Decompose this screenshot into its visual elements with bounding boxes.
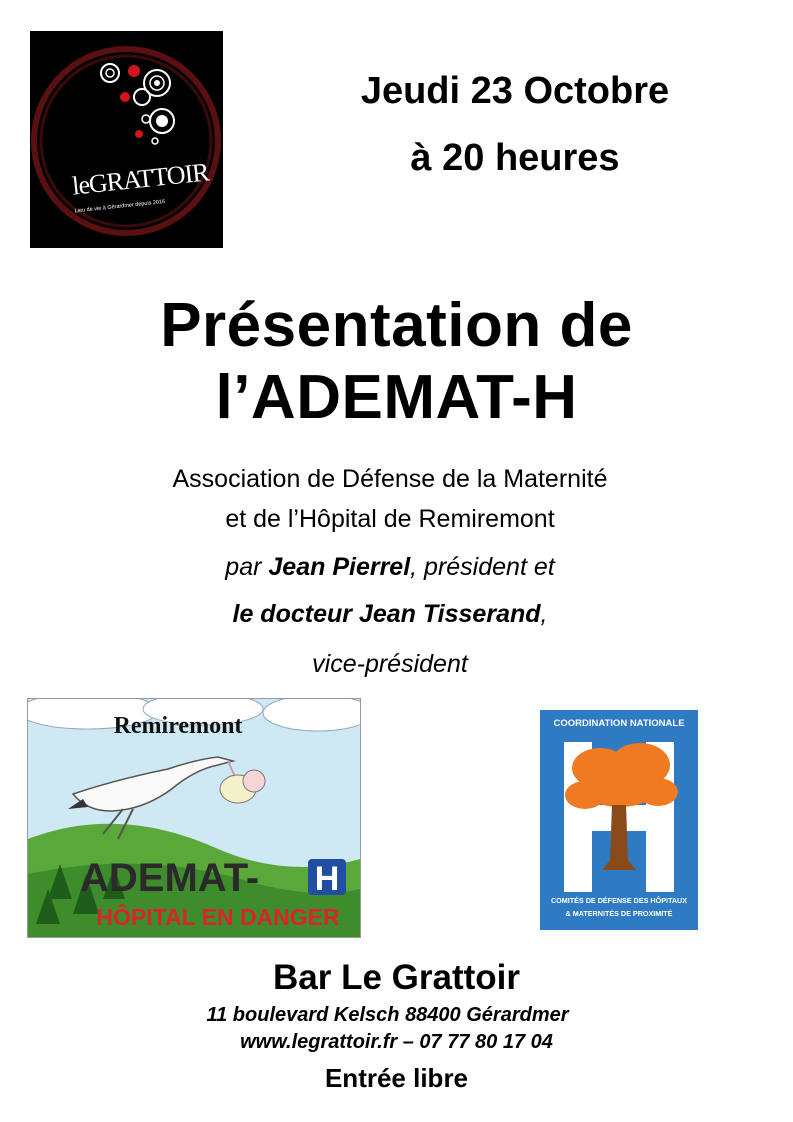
- title-line-2: l’ADEMAT-H: [215, 363, 578, 432]
- coord-bottom-text-1: COMITÉS DE DÉFENSE DES HÔPITAUX: [550, 896, 688, 905]
- coordination-nationale-logo-image: [540, 710, 698, 930]
- speaker-role-2: vice-président: [312, 650, 468, 678]
- speaker-role-1: , président et: [410, 553, 555, 581]
- ademat-name-box-text: H: [314, 860, 340, 898]
- grattoir-logo: [30, 31, 223, 248]
- coord-top-text: COORDINATION NATIONALE: [553, 718, 685, 729]
- ademat-name-text: ADEMAT-: [80, 856, 260, 900]
- association-name-line-1: Association de Défense de la Maternité: [172, 465, 608, 493]
- speaker-comma: ,: [540, 600, 548, 628]
- event-date: Jeudi 23 Octobre: [360, 70, 670, 112]
- ademat-slogan-text: HÔPITAL EN DANGER: [96, 904, 340, 930]
- speaker-name-1: Jean Pierrel: [268, 553, 411, 581]
- venue-name: Bar Le Grattoir: [273, 958, 520, 997]
- venue-address: 11 boulevard Kelsch 88400 Gérardmer: [206, 1004, 569, 1026]
- association-name-line-2: et de l’Hôpital de Remiremont: [225, 505, 555, 533]
- event-time: à 20 heures: [410, 137, 620, 179]
- coord-bottom-text-2: & MATERNITÉS DE PROXIMITÉ: [565, 909, 673, 918]
- ademat-h-logo-image: [27, 698, 361, 938]
- logo-brand-text: leGRATTOIR: [70, 157, 210, 201]
- ademat-town-text: Remiremont: [113, 713, 243, 739]
- speaker-prefix: par: [225, 553, 269, 581]
- logo-tagline: Lieu de vie à Gérardmer depuis 2016: [74, 198, 166, 215]
- speaker-line-2: [0, 600, 780, 629]
- title-line-1: Présentation de: [160, 291, 633, 360]
- speaker-line-1: [0, 553, 780, 582]
- venue-website-phone: www.legrattoir.fr – 07 77 80 17 04: [240, 1031, 553, 1053]
- entry-info: Entrée libre: [324, 1063, 469, 1093]
- speaker-name-2: le docteur Jean Tisserand: [232, 600, 541, 628]
